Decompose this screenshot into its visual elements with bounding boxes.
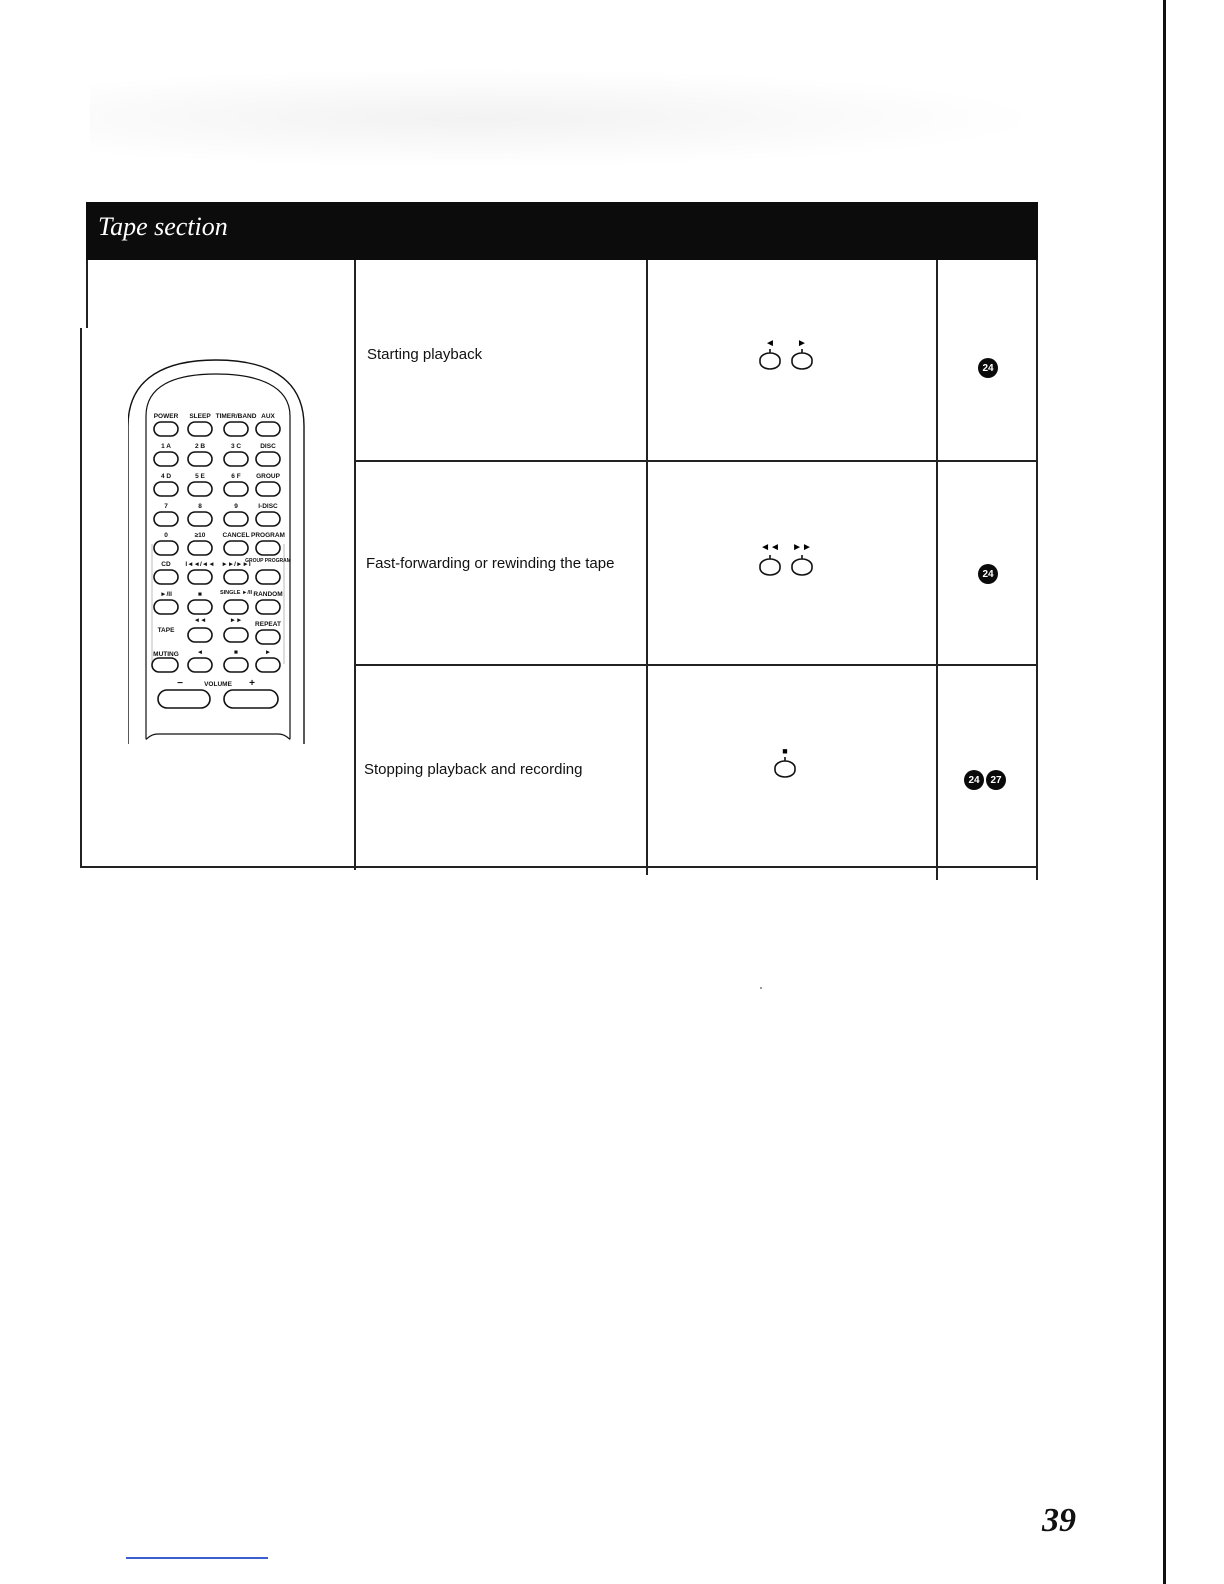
fast-forward-label: ►►: [229, 617, 243, 624]
key-4-label: 4 D: [160, 473, 172, 480]
page-edge-rule: [1163, 0, 1166, 1584]
tape-stop-label: ■: [234, 649, 238, 656]
row-description: Fast-forwarding or rewinding the tape: [366, 555, 615, 572]
footer-rule: [126, 1557, 268, 1559]
power-label: POWER: [153, 413, 179, 420]
key-6-label: 6 F: [231, 473, 241, 480]
tape-play-label: ►: [264, 649, 272, 656]
page-ref-badge: 24: [964, 770, 984, 790]
key-5-label: 5 E: [195, 473, 205, 480]
volume-minus-label: −: [177, 678, 183, 689]
key-0-label: 0: [164, 532, 168, 539]
table-rule: [646, 260, 648, 875]
timer-band-label: TIMER/BAND: [215, 413, 257, 420]
cd-label: CD: [161, 561, 171, 568]
random-label: RANDOM: [253, 591, 283, 598]
remote-control-illustration: [128, 356, 308, 748]
table-rule: [354, 460, 1038, 462]
scan-smudge: [90, 68, 1050, 168]
page-number: 39: [1042, 1502, 1076, 1539]
page-ref-badge: 27: [986, 770, 1006, 790]
prev-label: I◄◄/◄◄: [185, 561, 215, 568]
idisc-label: I-DISC: [258, 503, 278, 510]
table-rule: [354, 664, 1038, 666]
tape-reverse-label: ◄: [196, 649, 204, 656]
stop-button-icon: [772, 744, 802, 778]
sleep-label: SLEEP: [189, 413, 211, 420]
key-1-label: 1 A: [161, 443, 171, 450]
group-label: GROUP: [256, 473, 280, 480]
tape-forward-play-symbol: ►: [797, 338, 807, 349]
stop-label: ■: [198, 591, 202, 598]
repeat-label: REPEAT: [255, 621, 281, 628]
key-7-label: 7: [164, 503, 168, 510]
tape-label: TAPE: [157, 627, 175, 634]
disc-label: DISC: [260, 443, 276, 450]
table-rule: [1036, 260, 1038, 880]
remote-button-grid: [152, 422, 283, 708]
muting-label: MUTING: [153, 651, 179, 658]
scan-speck: [760, 987, 762, 989]
key-3-label: 3 C: [230, 443, 242, 450]
volume-label: VOLUME: [204, 681, 232, 688]
key-9-label: 9: [234, 503, 238, 510]
row-description: Stopping playback and recording: [364, 761, 583, 778]
group-program-label: GROUP PROGRAM: [245, 558, 291, 564]
fast-forward-symbol: ►►: [792, 542, 812, 553]
key-8-label: 8: [198, 503, 202, 510]
volume-plus-label: +: [249, 678, 255, 689]
row-description: Starting playback: [367, 346, 483, 363]
rewind-label: ◄◄: [193, 617, 207, 624]
section-header: [86, 202, 1038, 260]
table-rule: [80, 866, 1036, 868]
page-ref-badge: 24: [978, 564, 998, 584]
ff-rew-buttons-icon: [758, 540, 828, 576]
tape-reverse-play-symbol: ◄: [765, 338, 775, 349]
rewind-symbol: ◄◄: [760, 542, 780, 553]
key-2-label: 2 B: [194, 443, 206, 450]
program-label: PROGRAM: [251, 532, 285, 539]
stop-symbol: ■: [782, 746, 788, 756]
table-rule: [936, 260, 938, 880]
next-label: ►►/►►I: [221, 561, 251, 568]
cancel-label: CANCEL: [222, 532, 250, 539]
aux-label: AUX: [261, 413, 275, 420]
key-10-label: ≥10: [194, 532, 206, 539]
table-rule: [80, 328, 82, 868]
table-rule: [86, 260, 88, 328]
page-ref-badge: 24: [978, 358, 998, 378]
play-buttons-icon: [758, 336, 828, 370]
play-pause-label: ►/II: [160, 591, 172, 598]
table-rule: [354, 260, 356, 870]
section-title: Tape section: [98, 212, 228, 241]
single-label: SINGLE ►/II: [219, 590, 253, 596]
